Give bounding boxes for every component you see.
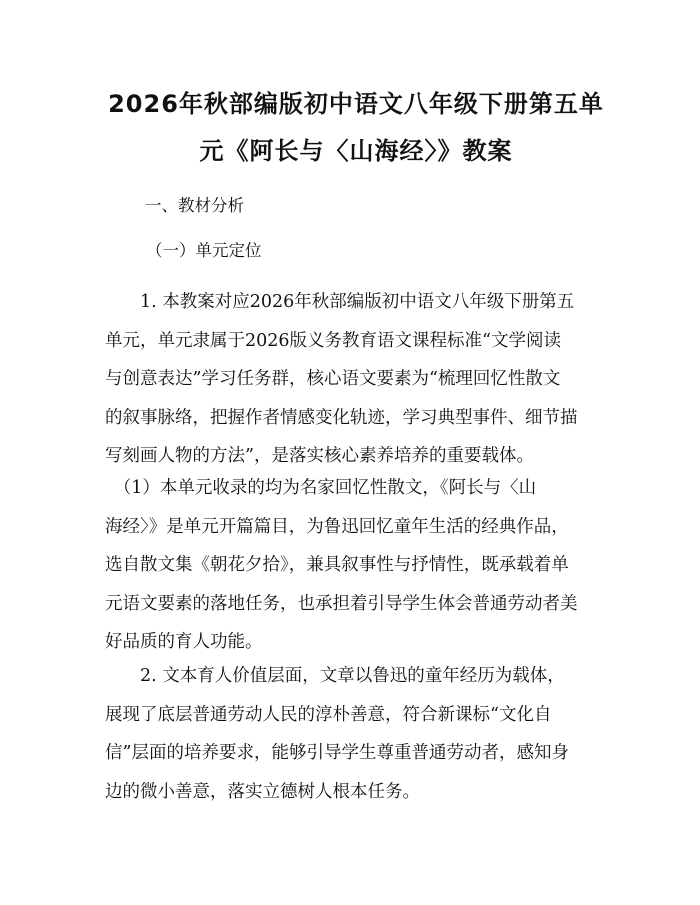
paragraph-line: 的叙事脉络，把握作者情感变化轨迹，学习典型事件、细节描 xyxy=(105,407,578,428)
paragraph-line: 选自散文集《朝花夕拾》，兼具叙事性与抒情性，既承载着单 xyxy=(105,555,569,575)
paragraph-3 xyxy=(105,657,605,811)
paragraph-line: （1）本单元收录的均为名家回忆性散文，《阿长与〈山 xyxy=(105,478,537,498)
paragraph-line: 1. 本教案对应2026年秋部编版初中语文八年级下册第五 xyxy=(105,292,575,312)
paragraph-line: 展现了底层普通劳动人民的淳朴善意，符合新课标“文化自 xyxy=(105,704,552,725)
document-title-line-2: 元《阿长与〈山海经〉》教案 xyxy=(199,137,513,165)
paragraph-line: 好品质的育人功能。 xyxy=(105,632,263,652)
paragraph-2 xyxy=(105,469,605,662)
section-heading-teaching-material-analysis: 一、教材分析 xyxy=(145,196,244,215)
paragraph-line: 元语文要素的落地任务，也承担着引导学生体会普通劳动者美 xyxy=(105,593,578,614)
paragraph-line: 与创意表达”学习任务群，核心语文要素为“梳理回忆性散文 xyxy=(105,369,561,389)
paragraph-line: 边的微小善意，落实立德树人根本任务。 xyxy=(105,781,420,802)
paragraph-1 xyxy=(105,283,605,476)
paragraph-line: 2. 文本育人价值层面，文章以鲁迅的童年经历为载体， xyxy=(105,666,565,686)
paragraph-line: 单元，单元隶属于2026版义务教育语文课程标准“文学阅读 xyxy=(105,330,561,351)
document-title-line-1: 2026年秋部编版初中语文八年级下册第五单 xyxy=(108,90,604,118)
paragraph-line: 海经〉》是单元开篇篇目，为鲁迅回忆童年生活的经典作品， xyxy=(105,516,569,537)
subsection-heading-unit-positioning: （一）单元定位 xyxy=(146,241,262,260)
paragraph-line: 写刻画人物的方法”，是落实核心素养培养的重要载体。 xyxy=(105,446,534,466)
paragraph-line: 信”层面的培养要求，能够引导学生尊重普通劳动者，感知身 xyxy=(105,743,569,763)
